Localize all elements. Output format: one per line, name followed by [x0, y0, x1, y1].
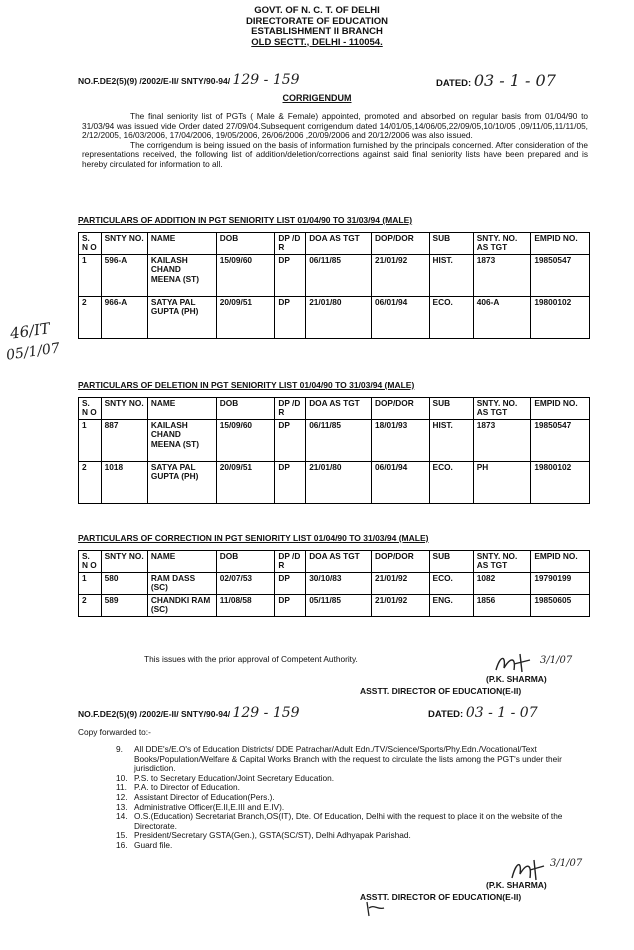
cell-dob: 02/07/53 [216, 572, 275, 594]
intro-paragraph-2: The corrigendum is being issued on the basis of information furnished by the principals concerned. After consideration of the representations received, the following list of addition/deletion/corrections against said final seniority lists have been prepared and is hereby circulated for information to all. [82, 139, 588, 169]
cell-name: KAILASH CHAND MEENA (ST) [147, 419, 216, 461]
addition-header-row [79, 233, 590, 255]
col-header-dpdr: DP /D R [275, 551, 306, 573]
list-item-text: Guard file. [134, 839, 173, 850]
col-header-snty-tgt: SNTY. NO. AS TGT [473, 551, 531, 573]
cell-empid: 19790199 [531, 572, 590, 594]
col-header-snty: SNTY NO. [101, 398, 147, 420]
cell-doa: 21/01/80 [306, 461, 372, 503]
list-item-text: O.S.(Education) Secretariat Branch,OS(IT), Dte. Of Education, Delhi with the request to place it on the website of the Directorate. [134, 811, 563, 831]
col-header-dob: DOB [216, 233, 275, 255]
initials-scribble [364, 900, 388, 918]
cell-doa: 05/11/85 [306, 594, 372, 616]
table-row [79, 461, 590, 503]
cell-dpdr: DP [275, 461, 306, 503]
table-row [79, 296, 590, 338]
addition-section-title: PARTICULARS OF ADDITION IN PGT SENIORITY LIST 01/04/90 TO 31/03/94 (MALE) [78, 215, 413, 225]
reference-number [78, 72, 300, 88]
cell-snty-tgt: 1082 [473, 572, 531, 594]
col-header-dob: DOB [216, 551, 275, 573]
letterhead-line-2: DIRECTORATE OF EDUCATION [246, 15, 388, 27]
cell-name: RAM DASS (SC) [147, 572, 216, 594]
cell-dop: 18/01/93 [371, 419, 429, 461]
reference-number-text: NO.F.DE2(5)(9) /2002/E-II/ SNTY/90-94/ [78, 709, 231, 719]
cell-empid: 19850605 [531, 594, 590, 616]
col-header-empid: EMPID NO. [531, 398, 590, 420]
cell-sub: ENG. [429, 594, 473, 616]
col-header-name: NAME [147, 551, 216, 573]
cell-snty: 1018 [101, 461, 147, 503]
correction-table [78, 550, 590, 617]
table-row [79, 419, 590, 461]
signatory-designation: ASSTT. DIRECTOR OF EDUCATION(E-II) [360, 686, 522, 696]
cell-dob: 20/09/51 [216, 461, 275, 503]
approval-note: This issues with the prior approval of Competent Authority. [144, 654, 358, 664]
cell-sn: 2 [79, 461, 102, 503]
cell-dpdr: DP [275, 296, 306, 338]
cell-dop: 21/01/92 [371, 254, 429, 296]
cell-sn: 1 [79, 419, 102, 461]
list-item-text: Assistant Director of Education(Pers.). [134, 791, 275, 802]
list-item [118, 831, 588, 841]
copy-distribution-list [118, 745, 588, 851]
list-item-number: 13. [116, 801, 128, 812]
list-item-number: 10. [116, 772, 128, 783]
list-item-text: President/Secretary GSTA(Gen.), GSTA(SC/ST), Delhi Adhyapak Parishad. [134, 830, 411, 841]
deletion-section-title: PARTICULARS OF DELETION IN PGT SENIORITY LIST 01/04/90 TO 31/03/94 (MALE) [78, 380, 415, 390]
list-item-number: 14. [116, 811, 128, 822]
cell-doa: 06/11/85 [306, 419, 372, 461]
cell-empid: 19800102 [531, 461, 590, 503]
cell-dop: 06/01/94 [371, 461, 429, 503]
reference-number-2 [78, 705, 300, 721]
col-header-empid: EMPID NO. [531, 551, 590, 573]
letterhead [0, 6, 634, 48]
col-header-empid: EMPID NO. [531, 233, 590, 255]
col-header-sn: S. N O [79, 233, 102, 255]
cell-snty: 887 [101, 419, 147, 461]
cell-doa: 21/01/80 [306, 296, 372, 338]
letterhead-line-4: OLD SECTT., DELHI - 110054. [251, 36, 383, 48]
stamp-line-2: 05/1/07 [5, 340, 61, 364]
cell-sub: HIST. [429, 254, 473, 296]
col-header-snty-tgt: SNTY. NO. AS TGT [473, 233, 531, 255]
handwritten-reference: 129 - 159 [232, 72, 300, 88]
list-item-number: 15. [116, 830, 128, 841]
cell-snty: 580 [101, 572, 147, 594]
copy-forwarded-heading: Copy forwarded to:- [78, 727, 151, 737]
dated-label: DATED: [428, 709, 464, 720]
list-item [118, 812, 588, 831]
cell-empid: 19850547 [531, 419, 590, 461]
list-item [118, 841, 588, 851]
table-row [79, 572, 590, 594]
signatory-name-2: (P.K. SHARMA) [486, 880, 547, 890]
col-header-snty: SNTY NO. [101, 551, 147, 573]
cell-sn: 1 [79, 254, 102, 296]
col-header-dop: DOP/DOR [371, 233, 429, 255]
col-header-dop: DOP/DOR [371, 398, 429, 420]
col-header-sub: SUB [429, 551, 473, 573]
cell-dpdr: DP [275, 594, 306, 616]
signature-scribble [492, 650, 542, 676]
reference-number-text: NO.F.DE2(5)(9) /2002/E-II/ SNTY/90-94/ [78, 76, 231, 86]
col-header-name: NAME [147, 398, 216, 420]
col-header-sub: SUB [429, 398, 473, 420]
cell-name: SATYA PAL GUPTA (PH) [147, 296, 216, 338]
letterhead-line-1: GOVT. OF N. C. T. OF DELHI [254, 5, 380, 16]
col-header-doa: DOA AS TGT [306, 233, 372, 255]
cell-sn: 2 [79, 296, 102, 338]
col-header-dob: DOB [216, 398, 275, 420]
list-item-text: P.A. to Director of Education. [134, 782, 240, 793]
col-header-snty: SNTY NO. [101, 233, 147, 255]
signatory-designation-2: ASSTT. DIRECTOR OF EDUCATION(E-II) [360, 892, 522, 902]
cell-snty: 589 [101, 594, 147, 616]
cell-snty-tgt: 406-A [473, 296, 531, 338]
cell-dob: 20/09/51 [216, 296, 275, 338]
table-row [79, 594, 590, 616]
handwritten-reference: 129 - 159 [232, 705, 300, 721]
cell-sn: 1 [79, 572, 102, 594]
signature-handwritten-date: 3/1/07 [540, 655, 573, 666]
signatory-name: (P.K. SHARMA) [486, 674, 547, 684]
addition-table [78, 232, 590, 339]
cell-sub: ECO. [429, 572, 473, 594]
correction-section-title: PARTICULARS OF CORRECTION IN PGT SENIORITY LIST 01/04/90 TO 31/03/94 (MALE) [78, 533, 429, 543]
list-item-number: 12. [116, 791, 128, 802]
list-item-text: Administrative Officer(E.II,E.III and E.IV). [134, 801, 285, 812]
cell-snty-tgt: 1873 [473, 419, 531, 461]
intro-text [82, 112, 588, 170]
col-header-name: NAME [147, 233, 216, 255]
list-item-number: 16. [116, 839, 128, 850]
cell-dpdr: DP [275, 419, 306, 461]
cell-doa: 30/10/83 [306, 572, 372, 594]
cell-dob: 15/09/60 [216, 254, 275, 296]
col-header-dpdr: DP /D R [275, 233, 306, 255]
cell-snty-tgt: 1873 [473, 254, 531, 296]
col-header-doa: DOA AS TGT [306, 551, 372, 573]
cell-name: KAILASH CHAND MEENA (ST) [147, 254, 216, 296]
col-header-doa: DOA AS TGT [306, 398, 372, 420]
corrigendum-title: CORRIGENDUM [282, 93, 352, 103]
cell-snty-tgt: PH [473, 461, 531, 503]
intro-paragraph-1: The final seniority list of PGTs ( Male & Female) appointed, promoted and absorbed on regular basis from 01/04/90 to 31/03/94 was issued vide Order dated 27/09/04.Subsequent corrigendum dated 14/01/05,14/06/05,22/09/05,10/10/05 ,09/11/05,11/11/05, 2/12/2005, 16/03/2006, 17/04/2006, 19/05/2006, 26/06/2006 ,20/09/2006 and 20/12/2006 was also issued. [82, 111, 588, 141]
signature-scribble-2 [508, 856, 554, 882]
handwritten-date: 03 - 1 - 07 [465, 705, 538, 721]
list-item-number: 9. [116, 744, 123, 754]
deletion-table [78, 397, 590, 504]
cell-dop: 21/01/92 [371, 572, 429, 594]
col-header-dop: DOP/DOR [371, 551, 429, 573]
stamp-line-1: 46/IT [8, 319, 52, 343]
dated-line [436, 71, 556, 90]
cell-doa: 06/11/85 [306, 254, 372, 296]
cell-dop: 21/01/92 [371, 594, 429, 616]
table-row [79, 254, 590, 296]
cell-empid: 19850547 [531, 254, 590, 296]
list-item-number: 11. [116, 782, 127, 793]
signature-handwritten-date-2: 3/1/07 [550, 858, 583, 869]
cell-dob: 15/09/60 [216, 419, 275, 461]
col-header-sn: S. N O [79, 551, 102, 573]
cell-snty-tgt: 1856 [473, 594, 531, 616]
col-header-dpdr: DP /D R [275, 398, 306, 420]
cell-sub: ECO. [429, 461, 473, 503]
letterhead-line-3: ESTABLISHMENT II BRANCH [251, 26, 383, 37]
list-item-text: All DDE's/E.O's of Education Districts/ DDE Patrachar/Adult Edn./TV/Science/Sports/Phy.Edn./Vocational/Text Books/Population/Welfare & Capital Works Branch with the request to circulate the lists among the PGT's under their jurisdiction. [134, 744, 562, 774]
cell-snty: 596-A [101, 254, 147, 296]
dated-label: DATED: [436, 78, 472, 89]
cell-sub: ECO. [429, 296, 473, 338]
cell-dpdr: DP [275, 254, 306, 296]
correction-header-row [79, 551, 590, 573]
col-header-sn: S. N O [79, 398, 102, 420]
cell-sub: HIST. [429, 419, 473, 461]
handwritten-date: 03 - 1 - 07 [473, 71, 556, 90]
cell-snty: 966-A [101, 296, 147, 338]
cell-sn: 2 [79, 594, 102, 616]
deletion-header-row [79, 398, 590, 420]
cell-name: SATYA PAL GUPTA (PH) [147, 461, 216, 503]
margin-handwritten-stamp [5, 319, 84, 368]
cell-dop: 06/01/94 [371, 296, 429, 338]
cell-dpdr: DP [275, 572, 306, 594]
col-header-sub: SUB [429, 233, 473, 255]
dated-line-2 [428, 705, 538, 721]
cell-empid: 19800102 [531, 296, 590, 338]
cell-name: CHANDKI RAM (SC) [147, 594, 216, 616]
list-item-text: P.S. to Secretary Education/Joint Secretary Education. [134, 772, 335, 783]
cell-dob: 11/08/58 [216, 594, 275, 616]
list-item [118, 745, 588, 774]
col-header-snty-tgt: SNTY. NO. AS TGT [473, 398, 531, 420]
